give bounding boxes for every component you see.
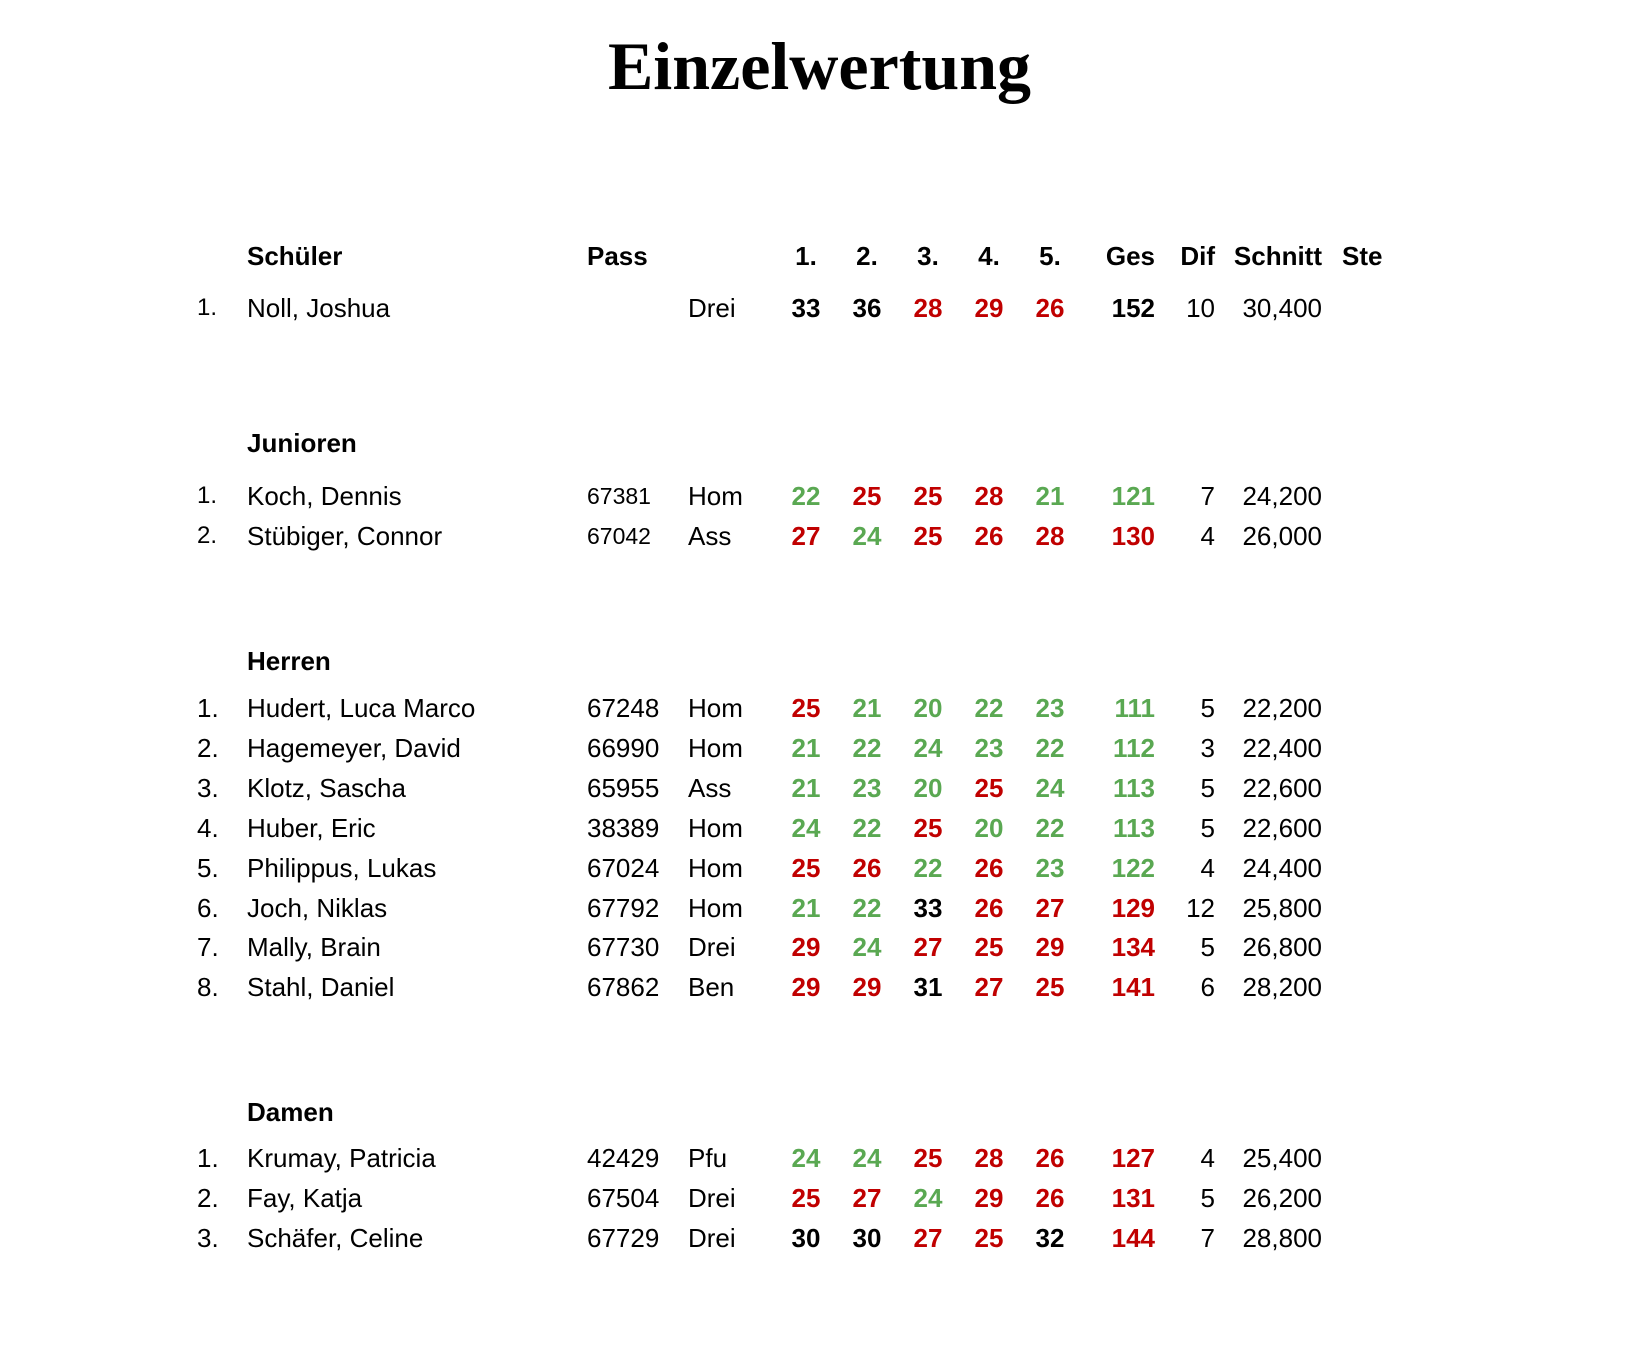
athlete-name: Hagemeyer, David [247,733,461,763]
rank-cell: 3. [197,773,219,803]
pass-number: 67042 [587,523,651,549]
difference-cell: 6 [1200,972,1215,1002]
average-cell: 22,600 [1242,813,1322,843]
score-round-2: 24 [852,1143,882,1173]
rank-cell: 8. [197,972,219,1002]
score-round-2: 24 [852,932,882,962]
score-round-5: 22 [1035,733,1065,763]
score-round-1: 24 [791,1143,821,1173]
athlete-name: Stübiger, Connor [247,521,443,551]
score-round-5: 24 [1035,773,1065,803]
athlete-name: Hudert, Luca Marco [247,693,476,723]
column-header-category: Schüler [247,241,343,271]
total-score: 129 [1111,893,1155,923]
club-cell: Drei [688,932,736,962]
column-header-round-5: 5. [1039,241,1061,271]
difference-cell: 5 [1200,932,1215,962]
score-round-5: 29 [1035,932,1065,962]
club-cell: Ass [688,773,732,803]
club-cell: Hom [688,893,743,923]
pass-number: 66990 [587,733,660,763]
rank-cell: 1. [197,1143,219,1173]
total-score: 113 [1113,813,1155,843]
column-header-average: Schnitt [1233,241,1322,271]
score-round-1: 25 [791,853,821,883]
score-round-2: 24 [852,521,882,551]
total-score: 152 [1111,293,1155,323]
athlete-name: Mally, Brain [247,932,381,962]
score-round-2: 29 [852,972,882,1002]
average-cell: 25,800 [1242,893,1322,923]
score-round-2: 23 [852,773,882,803]
average-cell: 28,800 [1242,1223,1322,1253]
pass-number: 67024 [587,853,660,883]
difference-cell: 10 [1186,293,1215,323]
club-cell: Drei [688,1223,736,1253]
club-cell: Hom [688,853,743,883]
score-round-1: 21 [791,773,821,803]
rank-cell: 4. [197,813,219,843]
score-round-3: 28 [913,293,943,323]
athlete-name: Klotz, Sascha [247,773,406,803]
average-cell: 24,400 [1242,853,1322,883]
score-round-4: 25 [974,1223,1004,1253]
score-round-5: 26 [1035,1143,1065,1173]
score-round-2: 22 [852,813,882,843]
athlete-name: Huber, Eric [247,813,376,843]
score-round-4: 25 [974,773,1004,803]
pass-number: 65955 [587,773,660,803]
score-round-1: 25 [791,693,821,723]
score-round-5: 26 [1035,1183,1065,1213]
difference-cell: 4 [1200,1143,1215,1173]
rank-cell: 2. [197,522,218,549]
athlete-name: Krumay, Patricia [247,1143,436,1173]
club-cell: Pfu [688,1143,728,1173]
score-round-3: 24 [913,733,943,763]
difference-cell: 5 [1200,773,1215,803]
score-round-5: 26 [1035,293,1065,323]
rank-cell: 1. [197,294,218,321]
club-cell: Hom [688,813,743,843]
rank-cell: 7. [197,932,219,962]
total-score: 127 [1111,1143,1155,1173]
score-round-3: 31 [913,972,943,1002]
average-cell: 24,200 [1242,481,1322,511]
difference-cell: 5 [1200,813,1215,843]
pass-number: 67730 [587,932,660,962]
pass-number: 67504 [587,1183,660,1213]
club-cell: Hom [688,481,743,511]
score-round-1: 21 [791,893,821,923]
score-round-2: 22 [852,893,882,923]
score-round-4: 28 [974,481,1004,511]
score-round-2: 36 [852,293,882,323]
total-score: 122 [1111,853,1155,883]
score-round-3: 25 [913,481,943,511]
athlete-name: Joch, Niklas [247,893,388,923]
pass-number: 67381 [587,483,651,509]
score-round-4: 26 [974,853,1004,883]
score-round-2: 22 [852,733,882,763]
rank-cell: 2. [197,1183,219,1213]
column-header-pass: Pass [587,241,648,271]
rank-cell: 5. [197,853,219,883]
score-round-1: 25 [791,1183,821,1213]
section-title: Junioren [247,428,357,458]
score-round-1: 29 [791,972,821,1002]
score-round-2: 27 [852,1183,882,1213]
average-cell: 25,400 [1242,1143,1322,1173]
section-title: Herren [247,646,331,676]
score-round-5: 23 [1035,693,1065,723]
average-cell: 30,400 [1242,293,1322,323]
score-round-1: 33 [791,293,821,323]
difference-cell: 7 [1200,1223,1215,1253]
score-round-4: 20 [974,813,1004,843]
pass-number: 67248 [587,693,660,723]
total-score: 130 [1111,521,1155,551]
column-header-round-1: 1. [795,241,817,271]
difference-cell: 5 [1200,693,1215,723]
difference-cell: 7 [1200,481,1215,511]
total-score: 134 [1111,932,1155,962]
score-round-1: 29 [791,932,821,962]
difference-cell: 4 [1200,853,1215,883]
pass-number: 42429 [587,1143,660,1173]
club-cell: Hom [688,693,743,723]
club-cell: Drei [688,1183,736,1213]
average-cell: 22,200 [1242,693,1322,723]
score-round-3: 33 [913,893,943,923]
club-cell: Drei [688,293,736,323]
difference-cell: 5 [1200,1183,1215,1213]
score-round-5: 32 [1035,1223,1065,1253]
difference-cell: 12 [1186,893,1215,923]
score-round-4: 29 [974,1183,1004,1213]
score-round-3: 20 [913,693,943,723]
rank-cell: 2. [197,733,219,763]
score-round-3: 20 [913,773,943,803]
score-round-1: 24 [791,813,821,843]
score-round-4: 22 [974,693,1004,723]
total-score: 113 [1113,773,1155,803]
score-round-4: 23 [974,733,1004,763]
athlete-name: Schäfer, Celine [247,1223,424,1253]
page-title: Einzelwertung [607,28,1032,104]
club-cell: Hom [688,733,743,763]
pass-number: 67729 [587,1223,660,1253]
average-cell: 22,600 [1242,773,1322,803]
score-round-3: 27 [913,932,943,962]
score-round-2: 21 [852,693,882,723]
score-round-5: 27 [1035,893,1065,923]
score-round-2: 30 [852,1223,882,1253]
score-round-4: 26 [974,521,1004,551]
score-round-1: 21 [791,733,821,763]
total-score: 111 [1114,693,1155,723]
athlete-name: Fay, Katja [247,1183,363,1213]
average-cell: 26,000 [1242,521,1322,551]
club-cell: Ben [688,972,735,1002]
column-header-diff: Dif [1180,241,1215,271]
score-round-4: 29 [974,293,1004,323]
pass-number: 38389 [587,813,660,843]
average-cell: 26,200 [1242,1183,1322,1213]
score-round-3: 22 [913,853,943,883]
total-score: 144 [1111,1223,1155,1253]
score-round-2: 25 [852,481,882,511]
score-round-3: 27 [913,1223,943,1253]
score-round-5: 25 [1035,972,1065,1002]
column-header-round-2: 2. [856,241,878,271]
athlete-name: Stahl, Daniel [247,972,395,1002]
score-round-4: 26 [974,893,1004,923]
average-cell: 22,400 [1242,733,1322,763]
rank-cell: 3. [197,1223,219,1253]
score-round-5: 21 [1035,481,1065,511]
average-cell: 26,800 [1242,932,1322,962]
score-round-3: 24 [913,1183,943,1213]
total-score: 131 [1111,1183,1155,1213]
score-round-3: 25 [913,521,943,551]
average-cell: 28,200 [1242,972,1322,1002]
column-header-round-3: 3. [917,241,939,271]
score-round-5: 22 [1035,813,1065,843]
score-round-1: 30 [791,1223,821,1253]
score-round-1: 22 [791,481,821,511]
athlete-name: Noll, Joshua [247,293,391,323]
score-round-4: 28 [974,1143,1004,1173]
column-header-round-4: 4. [978,241,1000,271]
rank-cell: 1. [197,482,218,509]
column-header-total: Ges [1105,241,1155,271]
score-round-5: 23 [1035,853,1065,883]
difference-cell: 4 [1200,521,1215,551]
section-title: Damen [247,1097,334,1127]
score-round-4: 27 [974,972,1004,1002]
score-round-2: 26 [852,853,882,883]
difference-cell: 3 [1200,733,1215,763]
pass-number: 67792 [587,893,660,923]
score-round-3: 25 [913,813,943,843]
total-score: 121 [1111,481,1155,511]
column-header-place: Ste [1342,241,1383,271]
score-round-5: 28 [1035,521,1065,551]
score-round-3: 25 [913,1143,943,1173]
score-round-1: 27 [791,521,821,551]
club-cell: Ass [688,521,732,551]
pass-number: 67862 [587,972,660,1002]
athlete-name: Koch, Dennis [247,481,402,511]
total-score: 112 [1113,733,1155,763]
score-round-4: 25 [974,932,1004,962]
rank-cell: 1. [197,693,219,723]
rank-cell: 6. [197,893,219,923]
total-score: 141 [1111,972,1155,1002]
athlete-name: Philippus, Lukas [247,853,437,883]
